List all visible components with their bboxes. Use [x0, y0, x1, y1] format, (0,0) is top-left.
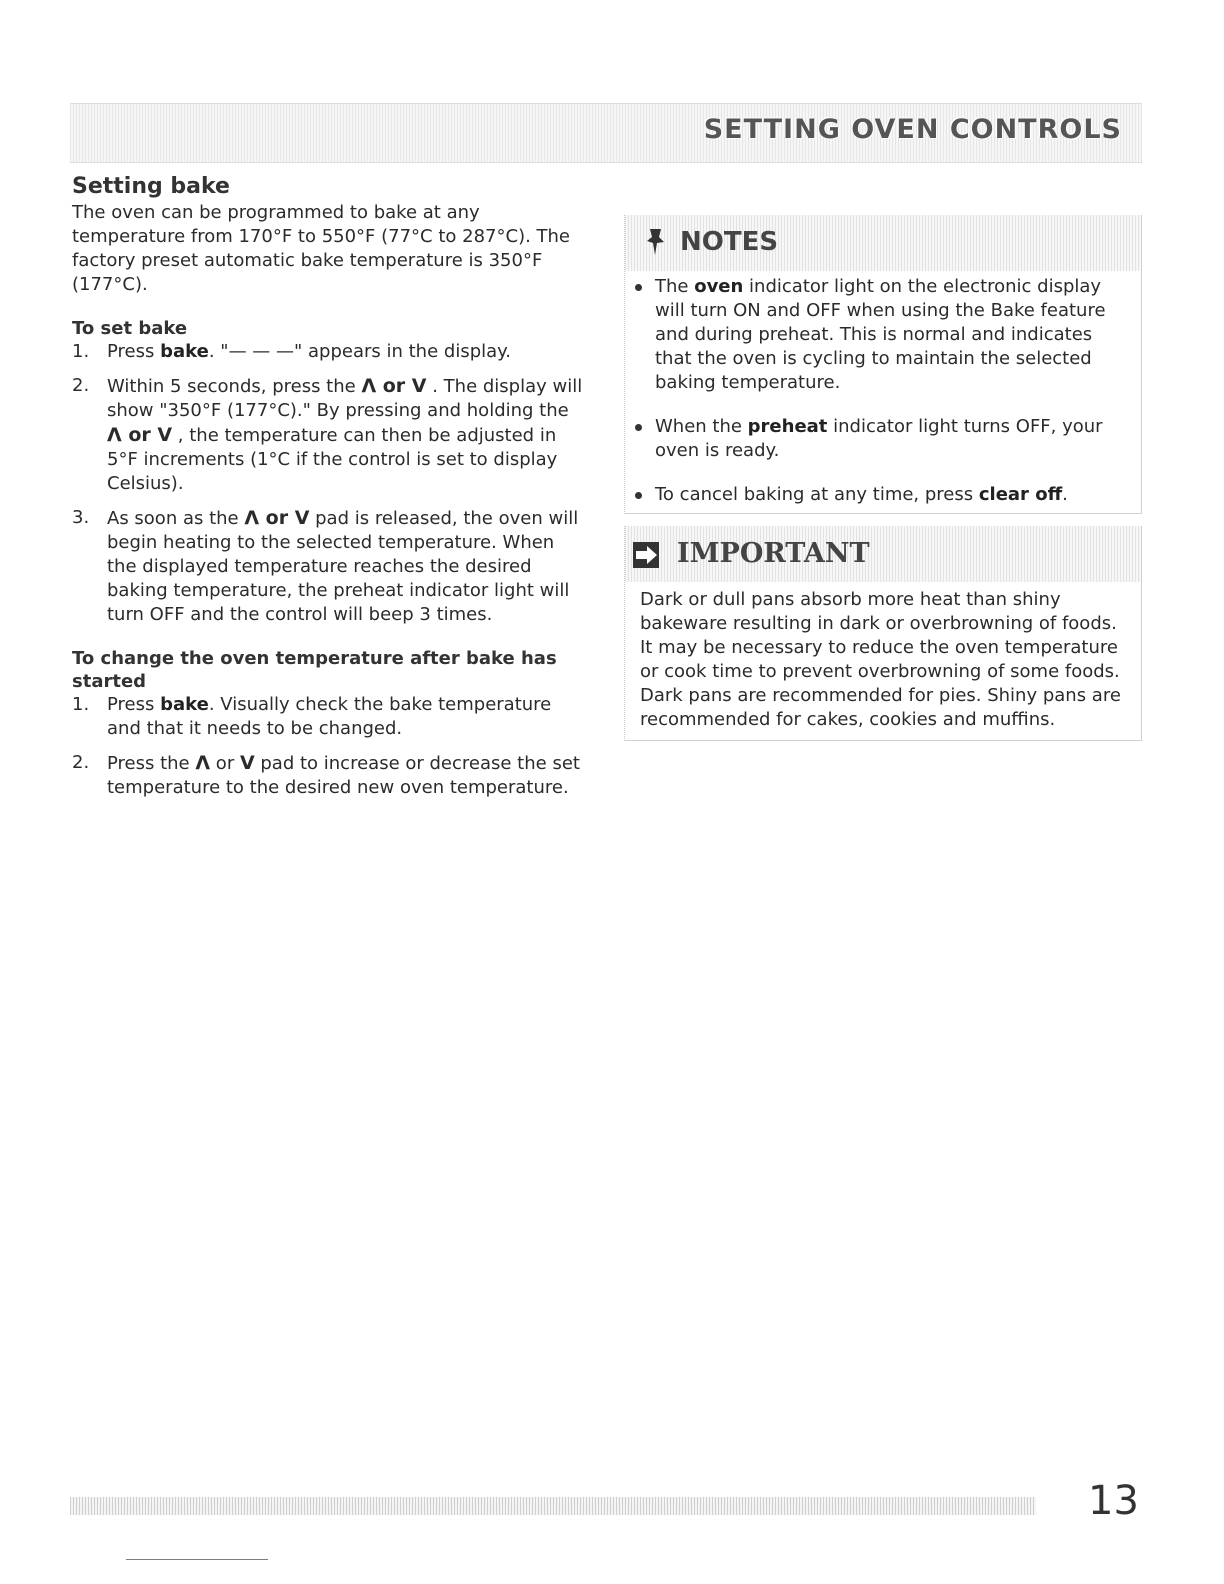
right-column	[624, 215, 1142, 741]
down-arrow-icon: V	[239, 752, 255, 774]
bullet-icon	[635, 424, 642, 431]
important-title: IMPORTANT	[677, 538, 870, 569]
section-header-bar	[70, 103, 1142, 163]
page-number: 13	[1088, 1478, 1139, 1524]
important-body: Dark or dull pans absorb more heat than shiny bakeware resulting in dark or overbrowning of foods. It may be necessary to reduce the oven temperature or cook time to prevent overbrowning of some foods. Dark pans are recommended for pies. Shiny pans are recommended for cakes, cookies and muffins.	[640, 589, 1121, 730]
footer-link-line	[126, 1559, 268, 1560]
notes-header	[625, 215, 1141, 271]
bullet-icon	[635, 284, 642, 291]
list-item: 1. Press bake. Visually check the bake temperature and that it needs to be changed.	[72, 694, 552, 739]
notes-box	[624, 215, 1142, 514]
to-change-temperature-steps	[72, 693, 587, 800]
arrow-pads-label: Λ or V	[107, 424, 173, 446]
arrow-pads-label: Λ or V	[361, 375, 427, 397]
left-column	[72, 175, 587, 800]
pushpin-icon	[645, 227, 667, 257]
list-item: The oven indicator light on the electronic display will turn ON and OFF when using the Bake feature and during preheat. This is normal and indicates that the oven is cycling to maintain the selected baking temperature.	[631, 275, 1131, 395]
list-item: To cancel baking at any time, press clear off.	[631, 483, 1131, 507]
important-header	[625, 526, 1141, 582]
setting-bake-heading: Setting bake	[72, 174, 230, 199]
notes-body	[625, 271, 1141, 513]
footer-bar	[70, 1497, 1036, 1515]
list-item: 2. Within 5 seconds, press the Λ or V . The display will show "350°F (177°C)." By pressing and holding the Λ or V , the temperature can then be adjusted in 5°F increments (1°C if the control is set to display Celsius).	[72, 375, 583, 494]
arrow-pads-label: Λ or V	[244, 507, 310, 529]
list-item: When the preheat indicator light turns OFF, your oven is ready.	[631, 415, 1131, 463]
setting-bake-intro: The oven can be programmed to bake at any temperature from 170°F to 550°F (77°C to 287°C). The factory preset automatic bake temperature is 350°F (177°C).	[72, 202, 571, 295]
notes-title: NOTES	[680, 227, 779, 257]
to-set-bake-heading: To set bake	[72, 318, 188, 339]
to-set-bake-steps	[72, 340, 587, 627]
up-arrow-icon: Λ	[195, 752, 211, 774]
list-item: 2. Press the Λ or V pad to increase or decrease the set temperature to the desired new oven temperature.	[72, 752, 580, 798]
list-item: 3. As soon as the Λ or V pad is released, the oven will begin heating to the selected temperature. When the displayed temperature reaches the desired baking temperature, the preheat indicator light will turn OFF and the control will beep 3 times.	[72, 507, 579, 625]
arrow-box-icon	[631, 539, 663, 571]
section-title: SETTING OVEN CONTROLS	[703, 114, 1122, 145]
bullet-icon	[635, 492, 642, 499]
list-item: 1. Press bake. "— — —" appears in the display.	[72, 341, 511, 362]
important-box	[624, 526, 1142, 741]
to-change-temperature-heading: To change the oven temperature after bake has started	[72, 648, 557, 692]
